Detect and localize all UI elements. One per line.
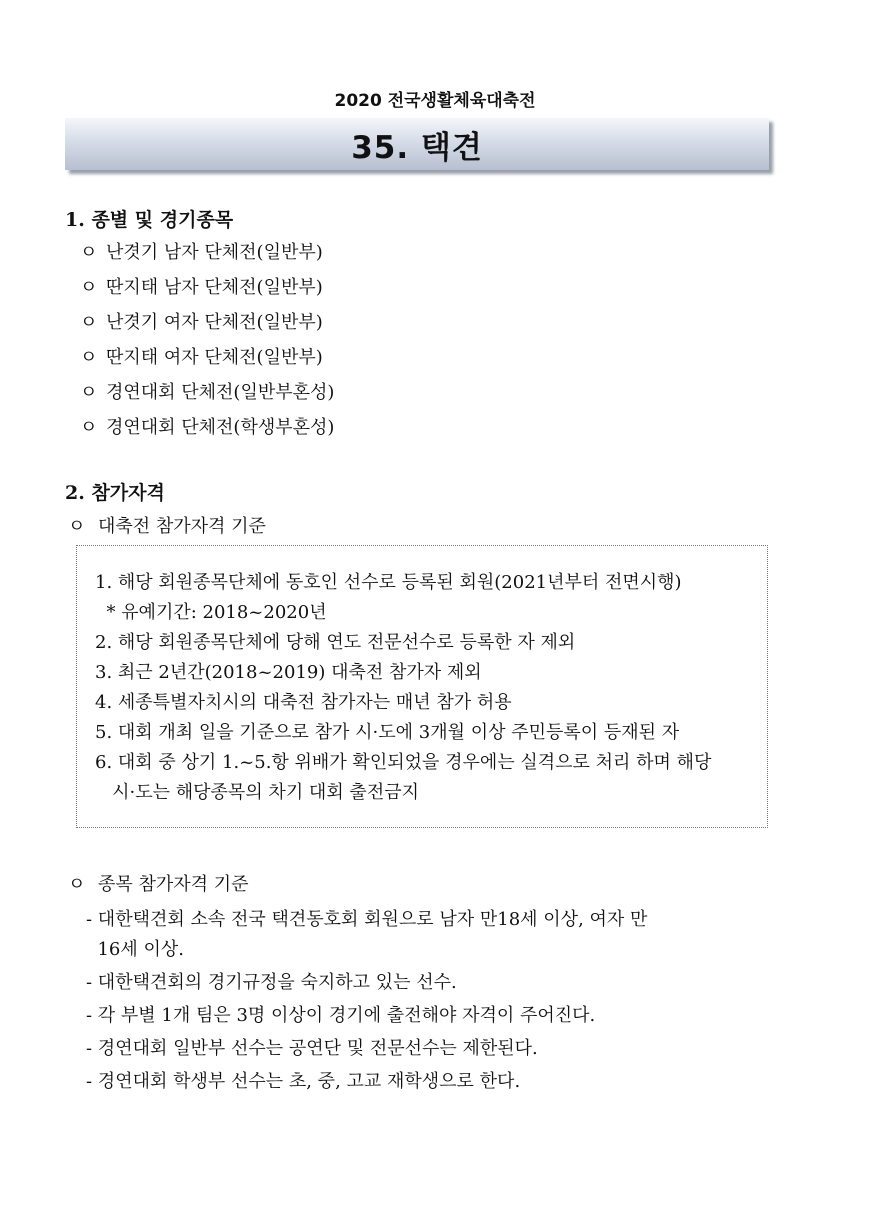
circle-bullet-icon: ㅇ: [80, 312, 98, 333]
sub-heading: ㅇ 종목 참가자격 기준: [68, 870, 249, 896]
dash-line: - 대한택견회의 경기규정을 숙지하고 있는 선수.: [86, 972, 457, 993]
circle-bullet-icon: ㅇ: [80, 242, 98, 263]
box-line: 1. 해당 회원종목단체에 동호인 선수로 등록된 회원(2021년부터 전면시행): [95, 572, 682, 593]
eligibility-box: [76, 545, 768, 828]
document-supertitle: 2020 전국생활체육대축전: [334, 91, 536, 111]
list-item: ㅇ 딴지태 여자 단체전(일반부): [80, 343, 323, 369]
box-line: 2. 해당 회원종목단체에 당해 연도 전문선수로 등록한 자 제외: [95, 632, 576, 653]
dash-line: 16세 이상.: [86, 939, 184, 960]
section-1-heading: 1. 종별 및 경기종목: [65, 209, 234, 231]
circle-bullet-icon: ㅇ: [68, 516, 86, 537]
page-title: 35. 택견: [351, 129, 483, 166]
circle-bullet-icon: ㅇ: [80, 417, 98, 438]
dash-line: - 경연대회 일반부 선수는 공연단 및 전문선수는 제한된다.: [86, 1038, 538, 1059]
box-line: 3. 최근 2년간(2018~2019) 대축전 참가자 제외: [95, 662, 482, 683]
dash-line: - 각 부별 1개 팀은 3명 이상이 경기에 출전해야 자격이 주어진다.: [86, 1005, 596, 1026]
dash-line: - 경연대회 학생부 선수는 초, 중, 고교 재학생으로 한다.: [86, 1071, 521, 1092]
dash-line: - 대한택견회 소속 전국 택견동호회 회원으로 남자 만18세 이상, 여자 만: [86, 909, 648, 930]
section-2-heading: 2. 참가자격: [65, 482, 165, 504]
circle-bullet-icon: ㅇ: [80, 277, 98, 298]
box-line: 5. 대회 개최 일을 기준으로 참가 시·도에 3개월 이상 주민등록이 등재된 자: [95, 722, 680, 743]
box-line: 4. 세종특별자치시의 대축전 참가자는 매년 참가 허용: [95, 692, 512, 713]
title-banner: [65, 118, 769, 170]
list-item: ㅇ 딴지태 남자 단체전(일반부): [80, 273, 323, 299]
list-item: ㅇ 난겻기 여자 단체전(일반부): [80, 308, 323, 334]
box-line: 6. 대회 중 상기 1.~5.항 위배가 확인되었을 경우에는 실격으로 처리 하며 해당: [95, 752, 712, 773]
circle-bullet-icon: ㅇ: [80, 347, 98, 368]
list-item: ㅇ 경연대회 단체전(학생부혼성): [80, 413, 334, 439]
box-line: 시·도는 해당종목의 차기 대회 출전금지: [95, 782, 419, 803]
list-item: ㅇ 난겻기 남자 단체전(일반부): [80, 238, 323, 264]
box-line: * 유예기간: 2018~2020년: [95, 602, 327, 623]
sub-heading: ㅇ 대축전 참가자격 기준: [68, 512, 266, 538]
list-item: ㅇ 경연대회 단체전(일반부혼성): [80, 378, 334, 404]
circle-bullet-icon: ㅇ: [68, 874, 86, 895]
circle-bullet-icon: ㅇ: [80, 382, 98, 403]
